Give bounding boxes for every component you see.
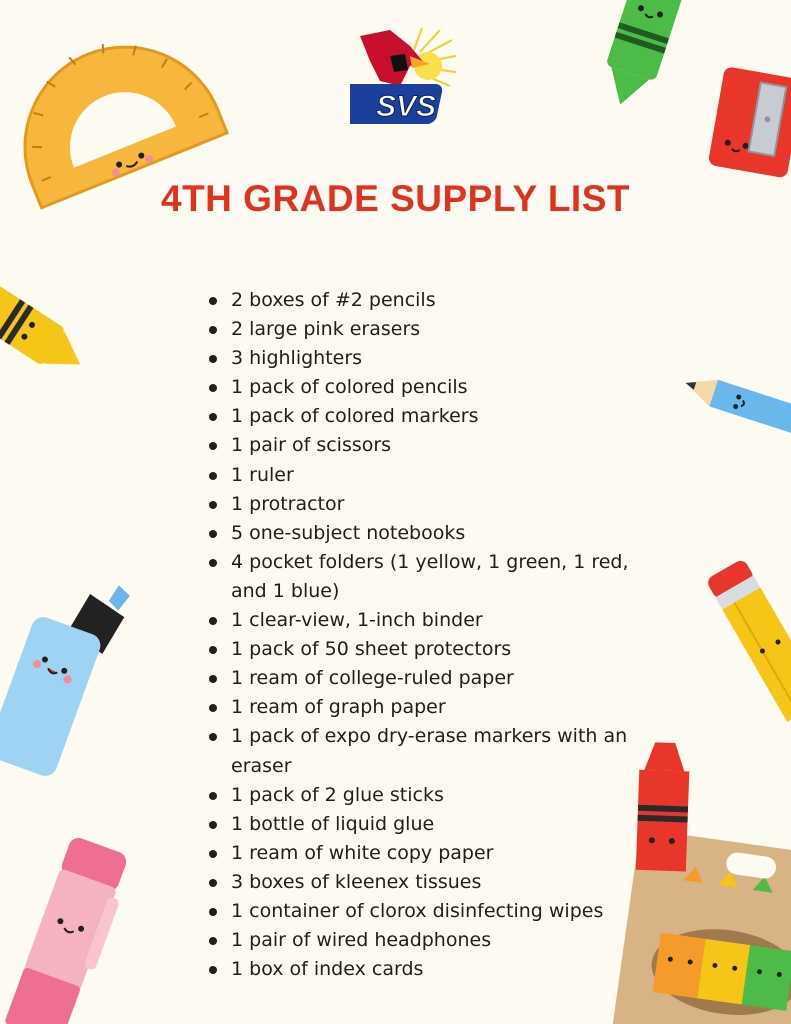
supply-item: 1 pair of scissors [231, 431, 661, 460]
highlighter-illustration [0, 570, 115, 760]
supply-item: 3 highlighters [231, 344, 661, 373]
supply-item: 4 pocket folders (1 yellow, 1 green, 1 red, and 1 blue) [231, 548, 661, 606]
supply-item: 1 bottle of liquid glue [231, 810, 661, 839]
pencil-sharpener-illustration [705, 66, 791, 186]
pink-marker-illustration [0, 840, 140, 1024]
supply-item: 1 clear-view, 1-inch binder [231, 606, 661, 635]
supply-item: 1 container of clorox disinfecting wipes [231, 897, 661, 926]
supply-list [231, 286, 661, 984]
supply-item: 3 boxes of kleenex tissues [231, 868, 661, 897]
supply-item: 1 box of index cards [231, 955, 661, 984]
supply-item: 5 one-subject notebooks [231, 519, 661, 548]
supply-item: 1 pack of colored markers [231, 402, 661, 431]
supply-item: 1 ream of graph paper [231, 693, 661, 722]
supply-item: 2 boxes of #2 pencils [231, 286, 661, 315]
yellow-crayon-illustration [0, 292, 95, 392]
supply-item: 1 pair of wired headphones [231, 926, 661, 955]
svs-cardinal-logo [350, 26, 460, 130]
page-title: 4TH GRADE SUPPLY LIST [161, 178, 630, 219]
supply-item: 1 pack of expo dry-erase markers with an eraser [231, 722, 661, 780]
supply-item: 1 pack of colored pencils [231, 373, 661, 402]
yellow-pencil-illustration [708, 550, 791, 700]
supply-item: 1 ream of college-ruled paper [231, 664, 661, 693]
supply-item: 1 ream of white copy paper [231, 839, 661, 868]
supply-item: 1 protractor [231, 490, 661, 519]
supply-item: 2 large pink erasers [231, 315, 661, 344]
blue-pencil-illustration [682, 370, 791, 460]
protractor-illustration [0, 0, 230, 200]
green-crayon-illustration [590, 0, 690, 110]
supply-item: 1 pack of 50 sheet protectors [231, 635, 661, 664]
supply-item: 1 pack of 2 glue sticks [231, 781, 661, 810]
logo-text: SVS [375, 90, 437, 123]
supply-item: 1 ruler [231, 461, 661, 490]
